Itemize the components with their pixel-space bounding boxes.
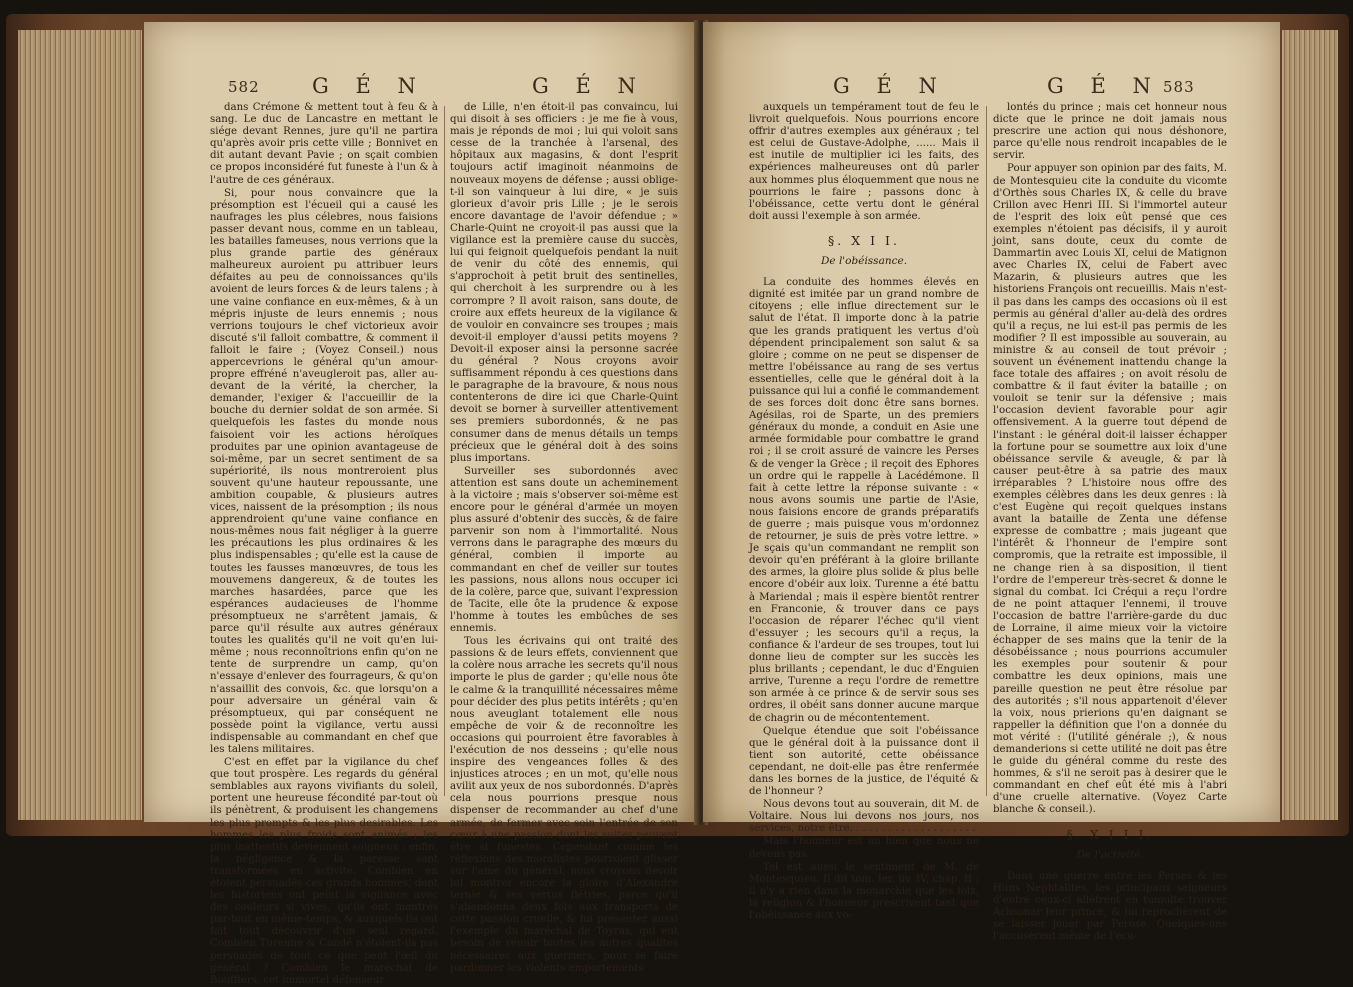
paragraph: Quelque étendue que soit l'obéissance que le général doit à la puissance dont il tient son autorité, cette obéissance cependant, ne doit-elle pas être renfermée dans les bornes de la justice, de l'équité & de l'honneur ?: [749, 725, 979, 798]
paragraph: dans Crémone & mettent tout à feu & à sang. Le duc de Lancastre en mettant le siége devant Rennes, jure qu'il ne partira qu'après avoir pris cette ville ; Bonnivet en dit autant devant Pavie ; on sçait combien ce propos inconsidéré fut funeste à l'un & à l'autre de ces généraux.: [210, 102, 438, 186]
right-page: [703, 22, 1280, 943]
paragraph: de Lille, n'en étoit-il pas convaincu, lui qui disoit à ses officiers : je me fie à vous, mais je réponds de moi ; lui qui voloit sans cesse de la tranchée à l'arsenal, des hôpitaux aux magasins, & dont l'esprit toujours actif imaginoit néanmoins de nouveaux moyens de défense ; aussi oblige-t-il son vainqueur à lui dire, « je suis glorieux d'avoir pris Lille ; je le serois encore davantage de l'avoir défendue ; » Charle-Quint ne croyoit-il pas aussi que la vigilance est la première cause du succès, lui qui feignoit quelquefois pendant la nuit de venir du côté des ennemis, qui s'approchoit à petit bruit des sentinelles, qui cherchoit à les surprendre ou à les corrompre ? Il avoit raison, sans doute, de croire aux effets heureux de la vigilance & de vouloir en convaincre ses troupes ; mais devoit-il employer d'aussi petits moyens ? Devoit-il exposer ainsi la personne sacrée du général ? Nous croyons avoir suffisamment répondu à ces questions dans le paragraphe de la bravoure, & nous nous contenterons de dire ici que Charle-Quint devoit se borner à surveiller attentivement ses premiers subordonnés, & ne pas consumer dans de menus détails un temps précieux que le général doit à des soins plus importans.: [450, 102, 678, 464]
paragraph: C'est en effet par la vigilance du chef que tout prospère. Les regards du général semblables aux rayons vivifiants du soleil, portent une heureuse fécondité par-tout où ils pénètrent, & produisent les changemens les plus prompts & les plus desirables. Les hommes les plus froids sont animés ; les plus inattentifs deviennent soigneux ; enfin, la négligence & la paresse sont transformées en activité. Combien en étoient persuadés ces grands hommes, dont les historiens ont peint la vigilance avec des couleurs si vives, qu'ils ont montrés par-tout en même-temps, & auxquels ils ont fait tout découvrir d'un seul regard. Combien Turenne & Condé n'étoient-ils pas persuadés de tout ce que peut l'œil du général ? Combien le maréchal de Boufflers, cet immortel défenseur: [210, 757, 439, 986]
paragraph: Mais l'honneur est un bien que nous ne devons pas.: [749, 836, 979, 860]
column-rule: [444, 106, 445, 796]
paragraph: Pour appuyer son opinion par des faits, M. de Montesquieu cite la conduite du vicomte d'Orthès sous Charles IX, & celle du brave Crillon avec Henri III. Si l'immortel auteur de l'esprit des loix eût pensé que ces exemples n'étoient pas décisifs, il y auroit joint, sans doute, ceux du comte de Dammartin avec Louis XI, celui de Matignon avec Charles IX, celui de Fabert avec Mazarin, & plusieurs autres que les historiens François ont recueillis. Mais n'est-il pas dans les camps des occasions où il est permis au général d'aller au-delà des ordres qu'il a reçus, ne lui est-il pas permis de les modifier ? Il est impossible au souverain, au ministre & au conseil de tout prévoir ; souvent un événement inattendu change la face totale des affaires ; on avoit résolu de combattre & il faut éviter la bataille ; on vouloit se tenir sur la défensive ; mais l'occasion devient favorable pour agir offensivement. A la guerre tout dépend de l'instant : le général doit-il laisser échapper la fortune pour se soumettre aux loix d'une obéissance servile & aveugle, & par là causer peut-être à sa patrie des maux irréparables ? L'histoire nous offre des exemples célèbres dans les deux genres : là c'est Eugène qui reçoit quelques instans avant la bataille de Zenta une défense expresse de combattre ; mais jugeant que l'intérêt & l'honneur de l'empire sont compromis, que la retraite est impossible, il ne change rien à sa disposition, il tient l'ordre de l'empereur très-secret & donne le signal du combat. Ici Créqui a reçu l'ordre de ne point attaquer l'ennemi, il trouve l'occasion de battre l'arrière-garde du duc de Lorraine, il aime mieux voir la victoire échapper de ses mains que la tenir de la désobéissance ; nous pourrions accumuler les exemples pour soutenir & pour combattre les deux opinions, mais une pareille question ne peut être résolue par des autorités ; s'il nous appartenoit d'élever la voix, nous prierions qu'en daignant se rappeller la définition que l'on a donnée du mot vérité : (l'utilité générale ;), & nous demanderions si cette utilité ne doit pas être le guide du général comme du reste des hommes, & s'il ne seroit pas à desirer que le commandant en chef eût été mis à l'abri d'une cruelle alternative. (Voyez Carte blanche & conseil.).: [993, 163, 1227, 816]
text-column: [210, 102, 439, 986]
section-title: De l'obéissance.: [820, 255, 908, 268]
text-column: [450, 102, 678, 974]
paragraph: Tel est aussi le sentiment de M. de Montesquieu. Il dit tom. Ier, liv. IV, chap. II ; il n'y a rien dans la monarchie que les loix, la religion & l'honneur prescrivent tant que l'obéissance aux vo-: [749, 861, 979, 921]
running-head: G É N: [532, 74, 646, 98]
text-column: [749, 102, 979, 921]
paragraph: Surveiller ses subordonnés avec attention est sans doute un acheminement à la victoire ; mais s'observer soi-même est encore pour le général d'armée un moyen plus assuré d'obtenir des succès, & de faire parvenir son nom à l'immortalité. Nous verrons dans le paragraphe des mœurs du général, combien il importe au commandant en chef de veiller sur toutes les passions, nous allons nous occuper ici de la colère, parce que, suivant l'expression de Tacite, elle ôte la prudence & expose l'homme à toutes les embûches de ses ennemis.: [450, 465, 678, 635]
section-heading: §. X I I.: [828, 232, 900, 248]
page-number: 582: [228, 78, 260, 96]
section-heading: §. X I I I.: [1066, 826, 1154, 842]
running-head: G É N: [1047, 74, 1161, 98]
paragraph: Tous les écrivains qui ont traité des passions & de leurs effets, conviennent que la colère nous arrache les secrets qu'il nous importe le plus de garder ; qu'elle nous ôte le calme & la tranquillité nécessaires même pour décider des plus petits intérêts ; qu'en nous aveuglant totalement elle nous empêche de voir & de reconnoître les occasions qui pourroient être favorables à l'exécution de nos desseins ; qu'elle nous inspire des vengeances folles & des injustices atroces ; en un mot, qu'elle nous avilit aux yeux de nos subordonnés. D'après cela nous pourrions presque nous dispenser de recommander au chef d'une armée, de fermer avec soin l'entrée de son cœur à une passion dont les suites peuvent être si funestes. Cependant comme les réflexions des moralistes pourroient glisser sur l'ame du général, nous croyons devoir lui montrer encore la gloire d'Alexandre ternie & ses vertus flétries, parce qu'il s'abandonna deux fois aux transports de cette passion cruelle, & lui présenter aussi l'exemple du maréchal de Toyras, qui eut besoin de réunir toutes les autres qualités nécessaires aux guerriers, pour se faire pardonner les violents emportements: [450, 636, 678, 974]
running-head: G É N: [312, 74, 426, 98]
left-page: [144, 22, 698, 986]
paragraph: La conduite des hommes élevés en dignité est imitée par un grand nombre de citoyens ; elle influe directement sur le salut de l'état. Il importe donc à la patrie que les grands pratiquent les vertus d'où dépendent principalement son salut & sa gloire ; comme on ne peut se dispenser de mettre l'obéissance au rang de ses vertus essentielles, celle que le général doit à la puissance qui lui a confié le commandement de ses forces doit donc être sans bornes. Agésilas, roi de Sparte, un des premiers généraux du monde, a conduit en Asie une armée formidable pour combattre le grand roi ; il se croit assuré de vaincre les Perses & de venger la Grèce ; il reçoit des Ephores un ordre qui le rappelle à Lacédémone. Il fait à cette lettre la réponse suivante : « nous avons soumis une partie de l'Asie, nous faisions encore de grands préparatifs de guerre ; mais puisque vous m'ordonnez de retourner, je suis de près votre lettre. » Je sçais qu'un commandant ne remplit son devoir qu'en préférant à la gloire brillante des armes, la gloire plus solide & plus belle encore d'obéir aux loix. Turenne a été battu à Mariendal ; mais il espère bientôt rentrer en Franconie, & trouver dans ce pays l'occasion de réparer l'échec qu'il vient d'essuyer ; les secours qu'il a reçus, la confiance & l'ardeur de ses troupes, tout lui donne lieu de compter sur les succès les plus brillants ; cependant, le duc d'Enguien arrive, Turenne a reçu l'ordre de remettre son armée à ce prince & de servir sous ses ordres, il obéit sans donner aucune marque de chagrin ou de mécontentement.: [749, 277, 979, 724]
paragraph: Nous devons tout au souverain, dit M. de Voltaire. Nous lui devons nos jours, nos services, notre être. . . . . . . . . . . . . . . . . . . .: [749, 799, 979, 835]
text-column: [993, 102, 1227, 943]
page-edges-right: [1282, 30, 1338, 820]
right-page-header: [703, 74, 1280, 104]
page-edges-left: [18, 30, 142, 820]
left-page-header: [144, 74, 698, 104]
section-title: De l'activité.: [1076, 848, 1144, 861]
paragraph: auxquels un tempérament tout de feu le livroit quelquefois. Nous pourrions encore offrir d'autres exemples aux généraux ; tel est celui de Gustave-Adolphe, ...... Mais il est inutile de multiplier ici les faits, des expériences malheureuses ont dû parler aux hommes plus éloquemment que nous ne pourrions le faire ; passons donc à l'obéissance, cette vertu dont le général doit aussi l'exemple à son armée.: [749, 102, 979, 222]
paragraph: lontés du prince ; mais cet honneur nous dicte que le prince ne doit jamais nous prescrire une action qui nous déshonore, parce qu'elle nous rendroit incapables de le servir.: [993, 102, 1227, 162]
page-number: 583: [1163, 78, 1195, 96]
column-rule: [986, 106, 987, 796]
paragraph: Dans une guerre entre les Perses & les Huns Nephtalites, les principaux seigneurs d'entre ceux-ci alléfrent en tumulte trouver Achsonar leur prince, & lui reprochèrent de se laisser jouer par Perose. Quelques-uns l'accusèrent même de l'ecu-: [993, 870, 1227, 943]
running-head: G É N: [833, 74, 947, 98]
paragraph: Si, pour nous convaincre que la présomption est l'écueil qui a causé les naufrages les plus célebres, nous faisions passer devant nous, comme en un tableau, les batailles fameuses, nous verrions que la plus grande partie des généraux malheureux auroient pu attribuer leurs défaites au peu de connoissances qu'ils avoient de leurs forces & de leurs talens ; à une vaine confiance en eux-mêmes, & à un mépris injuste de leurs ennemis ; nous verrions toujours le chef victorieux avoir discuté s'il falloit combattre, & comment il falloit le faire ; (Voyez Conseil.) nous appercevrions le général qu'un amour-propre effréné n'aveugleroit pas, aller au-devant de la vérité, la chercher, la demander, l'exiger & l'accueillir de la bouche du dernier soldat de son armée. Si quelquefois les fastes du monde nous faisoient voir les actions héroïques produites par une opinion avantageuse de soi-même, par un secret sentiment de sa supériorité, ils nous montreroient plus souvent qu'une hauteur repoussante, une ambition coupable, & plusieurs autres vices, naissent de la présomption ; ils nous apprendroient qu'une vaine confiance en nous-mêmes nous fait négliger à la guerre les précautions les plus ordinaires & les plus indispensables ; qu'elle est la cause de toutes les fausses manœuvres, de tous les mouvemens dangereux, & de toutes les marches hasardées, parce que les espérances audacieuses de l'homme présomptueux ne s'arrêtent jamais, & parce qu'il résulte aux autres généraux toutes les qualités qu'il ne voit qu'en lui-même ; nous reconnoîtrions enfin qu'on ne tente de surprendre un camp, qu'on n'essaye d'enlever des fourrageurs, & qu'on n'assaillit des convois, &c. que lorsqu'on a pour adversaire un général vain & présomptueux, qui par conséquent ne possède point la vigilance, vertu aussi indispensable au commandant en chef que les talens militaires.: [210, 187, 438, 755]
